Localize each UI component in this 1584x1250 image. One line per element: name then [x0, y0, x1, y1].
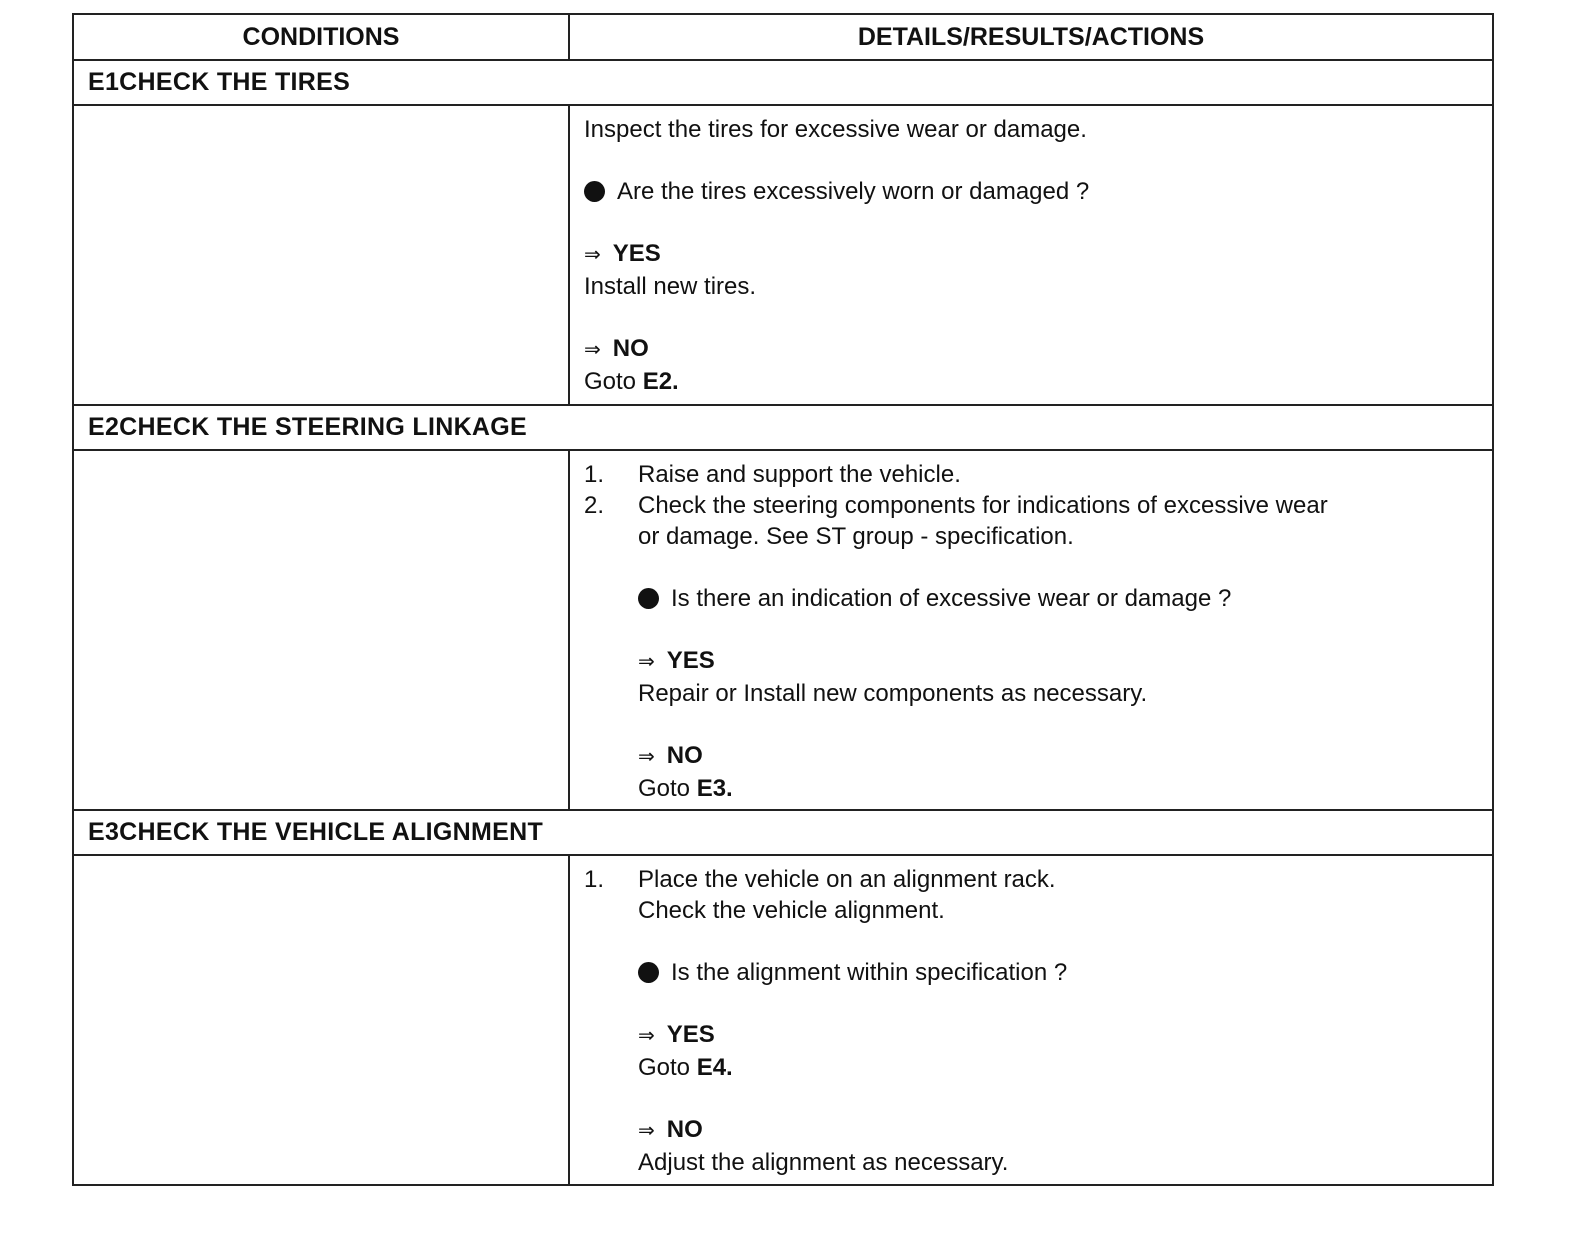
- details-cell: [570, 856, 1492, 1184]
- step-number: 1.: [584, 461, 605, 488]
- no-line: [584, 1114, 1478, 1147]
- details-header: DETAILS/RESULTS/ACTIONS: [857, 22, 1205, 51]
- section-title-e1: E1CHECK THE TIRES: [74, 61, 1492, 106]
- yes-action: Repair or Install new components as necessary.: [638, 680, 1148, 707]
- details-cell: [570, 106, 1492, 404]
- yes-label: YES: [666, 1021, 715, 1048]
- section-row-e1: [74, 106, 1492, 406]
- question-line: [584, 176, 1478, 207]
- goto-target: E2.: [642, 368, 679, 395]
- arrow-icon: ⇒: [638, 1120, 655, 1142]
- arrow-icon: ⇒: [638, 746, 655, 768]
- no-label: NO: [666, 1116, 703, 1143]
- step-number: 2.: [584, 492, 605, 519]
- intro-text: Inspect the tires for excessive wear or damage.: [584, 116, 1087, 143]
- goto-target: E3.: [696, 775, 733, 802]
- question-text: Are the tires excessively worn or damaged ?: [617, 178, 1090, 205]
- step-text: Check the steering components for indications of excessive wear or damage. See ST group - specification.: [638, 492, 1328, 550]
- goto-text: Goto: [638, 775, 691, 802]
- yes-label: YES: [612, 240, 661, 267]
- no-label: NO: [612, 335, 649, 362]
- step-text: Place the vehicle on an alignment rack. Check the vehicle alignment.: [638, 866, 1056, 924]
- no-line: [584, 333, 1478, 366]
- no-label: NO: [666, 742, 703, 769]
- goto-text: Goto: [638, 1054, 691, 1081]
- section-row-e3: [74, 856, 1492, 1184]
- table-header-row: [74, 15, 1492, 61]
- conditions-cell: [74, 106, 570, 404]
- question-line: [584, 583, 1478, 614]
- details-cell: [570, 451, 1492, 809]
- step-2: [584, 490, 1478, 552]
- section-title-e3: E3CHECK THE VEHICLE ALIGNMENT: [74, 811, 1492, 856]
- no-action: [584, 773, 1478, 804]
- no-line: [584, 740, 1478, 773]
- step-number: 1.: [584, 866, 605, 893]
- step-text: Raise and support the vehicle.: [638, 461, 961, 488]
- yes-label: YES: [666, 647, 715, 674]
- question-text: Is the alignment within specification ?: [671, 959, 1068, 986]
- step-1: [584, 864, 1478, 926]
- yes-line: [584, 645, 1478, 678]
- troubleshooting-table: [72, 13, 1494, 1186]
- arrow-icon: ⇒: [584, 339, 601, 361]
- arrow-icon: ⇒: [638, 1025, 655, 1047]
- section-title-e2: E2CHECK THE STEERING LINKAGE: [74, 406, 1492, 451]
- yes-line: [584, 1019, 1478, 1052]
- bullet-icon: [638, 962, 659, 983]
- goto-text: Goto: [584, 368, 637, 395]
- no-action: Adjust the alignment as necessary.: [638, 1149, 1009, 1176]
- bullet-icon: [638, 588, 659, 609]
- yes-action: Install new tires.: [584, 273, 757, 300]
- step-1: [584, 459, 1478, 490]
- yes-line: [584, 238, 1478, 271]
- goto-target: E4.: [696, 1054, 733, 1081]
- arrow-icon: ⇒: [584, 244, 601, 266]
- yes-action: [584, 1052, 1478, 1083]
- section-row-e2: [74, 451, 1492, 811]
- bullet-icon: [584, 181, 605, 202]
- conditions-cell: [74, 856, 570, 1184]
- conditions-cell: [74, 451, 570, 809]
- question-text: Is there an indication of excessive wear or damage ?: [671, 585, 1232, 612]
- no-action: [584, 366, 1478, 397]
- question-line: [584, 957, 1478, 988]
- arrow-icon: ⇒: [638, 651, 655, 673]
- conditions-header: CONDITIONS: [74, 15, 570, 59]
